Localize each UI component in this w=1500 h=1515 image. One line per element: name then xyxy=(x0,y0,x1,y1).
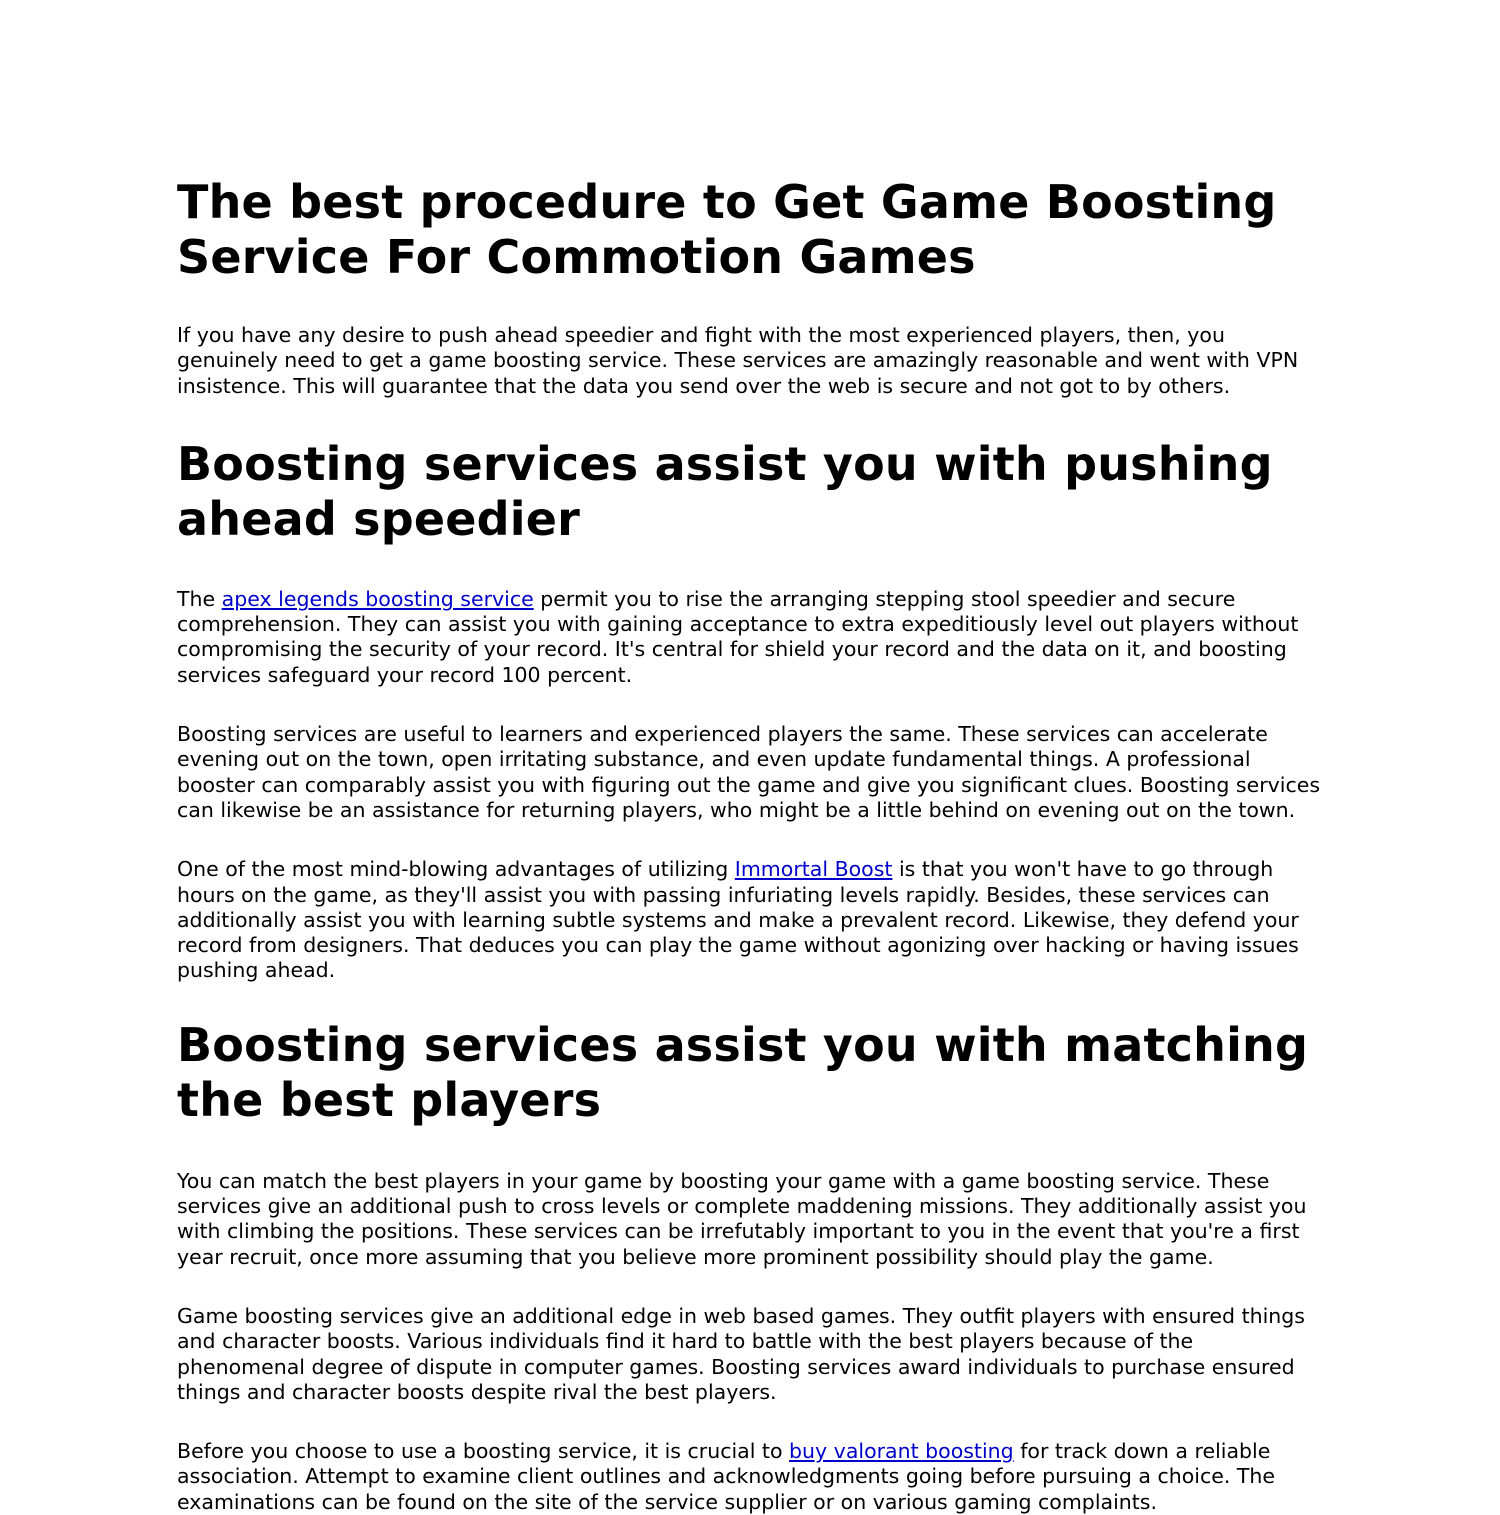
paragraph-text: One of the most mind-blowing advantages of utilizing xyxy=(177,857,735,882)
apex-legends-link[interactable]: apex legends boosting service xyxy=(221,586,534,611)
paragraph-learners: Boosting services are useful to learners and experienced players the same. These services can accelerate evening out on the town, open irritating substance, and even update fundamental things. A professional booster can comparably assist you with figuring out the game and give you significant clues. Boosting services can likewise be an assistance for returning players, who might be a little behind on evening out on the town. xyxy=(177,722,1321,822)
paragraph-edge: Game boosting services give an additional edge in web based games. They outfit players with ensured things and character boosts. Various individuals find it hard to battle with the best players because of the phenomenal degree of dispute in computer games. Boosting services award individuals to purchase ensured things and character boosts despite rival the best players. xyxy=(177,1303,1305,1404)
heading-matching-players: Boosting services assist you with matching the best players xyxy=(177,1017,1309,1127)
paragraph-text: is that you won't have to go through hours on the game, as they'll assist you with passing infuriating levels rapidly. Besides, these services can additionally assist you with learning subtle systems and make a prevalent record. Likewise, they defend your record from designers. That deduces you can play the game without agonizing over hacking or having issues pushing ahead. xyxy=(177,857,1299,983)
heading-title: The best procedure to Get Game Boosting Service For Commotion Games xyxy=(177,175,1277,284)
paragraph-match: You can match the best players in your game by boosting your game with a game boosting service. These services give an additional push to cross levels or complete maddening missions. They additionally assist you with climbing the positions. These services can be irrefutably important to you in the event that you're a first year recruit, once more assuming that you believe more prominent possibility should play the game. xyxy=(177,1168,1307,1269)
paragraph-text: permit you to rise the arranging stepping stool speedier and secure comprehension. They can assist you with gaining acceptance to extra expeditiously level out players without compromising the security of your record. It's central for shield your record and the data on it, and boosting services safeguard your record 100 percent. xyxy=(177,586,1299,687)
paragraph-intro: If you have any desire to push ahead speedier and fight with the most experienced players, then, you genuinely need to get a game boosting service. These services are amazingly reasonable and went with VPN insistence. This will guarantee that the data you send over the web is secure and not got to by others. xyxy=(177,323,1299,398)
paragraph-text: The xyxy=(177,586,222,611)
paragraph-apex xyxy=(177,587,1327,688)
paragraph-text: Before you choose to use a boosting service, it is crucial to xyxy=(177,1439,790,1464)
document-page xyxy=(177,175,1327,1515)
valorant-boosting-link[interactable]: buy valorant boosting xyxy=(789,1439,1014,1464)
paragraph-text: for track down a reliable association. Attempt to examine client outlines and acknowledgments going before pursuing a choice. The examinations can be found on the site of the service supplier or on various gaming complaints. xyxy=(177,1439,1276,1514)
paragraph-valorant xyxy=(177,1439,1327,1515)
heading-pushing-ahead: Boosting services assist you with pushing ahead speedier xyxy=(177,436,1273,546)
paragraph-immortal xyxy=(177,857,1327,983)
immortal-boost-link[interactable]: Immortal Boost xyxy=(734,857,893,882)
